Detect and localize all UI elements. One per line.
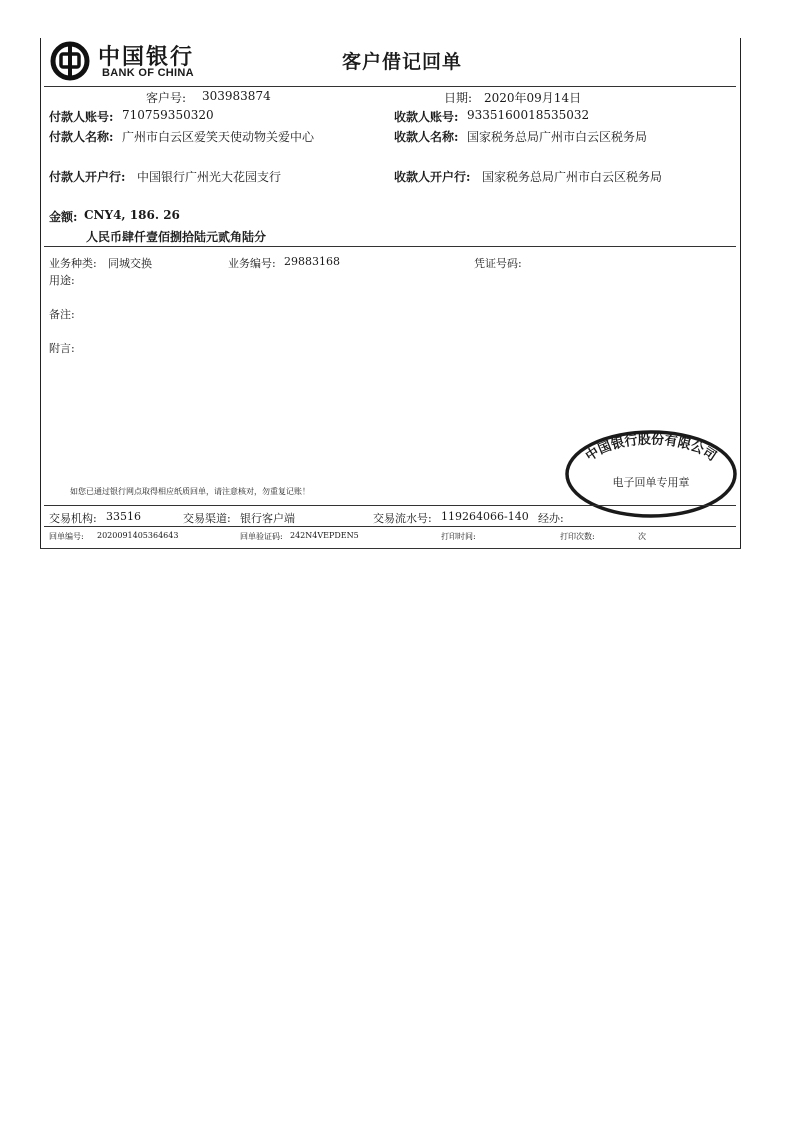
payer-bank-label: 付款人开户行: [49, 170, 126, 184]
amount-value: CNY4, 186. 26 [84, 208, 180, 222]
payee-name-label: 收款人名称: [394, 130, 459, 144]
payee-name-value: 国家税务总局广州市白云区税务局 [467, 130, 648, 144]
payee-bank-value: 国家税务总局广州市白云区税务局 [482, 170, 663, 184]
bank-name-en: BANK OF CHINA [102, 67, 194, 79]
serial-value: 119264066-140 [441, 510, 529, 523]
voucher-no-label: 凭证号码: [474, 257, 522, 270]
amount-in-words: 人民币肆仟壹佰捌拾陆元贰角陆分 [86, 230, 267, 244]
institution-value: 33516 [106, 510, 141, 523]
institution-label: 交易机构: [49, 512, 97, 525]
footer-bottom-divider [44, 526, 736, 527]
amount-divider [44, 246, 736, 247]
payee-account-value: 9335160018535032 [467, 108, 590, 122]
footer-top-divider [44, 505, 736, 506]
bank-of-china-logo-icon [50, 41, 90, 81]
handler-label: 经办: [538, 512, 564, 525]
business-type-value: 同城交换 [108, 257, 152, 270]
payer-account-value: 710759350320 [122, 108, 214, 122]
receipt-no-label: 回单编号: [49, 532, 84, 541]
date-value: 2020年09月14日 [484, 91, 582, 105]
frame-bottom-border [40, 548, 741, 549]
business-type-label: 业务种类: [49, 257, 97, 270]
payee-bank-label: 收款人开户行: [394, 170, 471, 184]
channel-value: 银行客户端 [240, 512, 295, 525]
frame-left-border [40, 38, 41, 549]
customer-no-label: 客户号: [146, 91, 187, 105]
payee-account-label: 收款人账号: [394, 110, 459, 124]
frame-right-border [740, 38, 741, 549]
stamp-ring-text: 中国银行股份有限公司 [583, 432, 719, 465]
stamp-center-text: 电子回单专用章 [612, 476, 690, 489]
postscript-label: 附言: [49, 342, 75, 355]
payer-name-value: 广州市白云区爱笑天使动物关爱中心 [122, 130, 315, 144]
serial-label: 交易流水号: [373, 512, 432, 525]
notice-text: 如您已通过银行网点取得相应纸质回单，请注意核对，勿重复记账！ [70, 487, 310, 496]
verify-code-label: 回单验证码: [240, 532, 283, 541]
amount-label: 金额: [49, 210, 78, 224]
print-count-unit: 次 [638, 532, 646, 541]
purpose-label: 用途: [49, 274, 75, 287]
print-count-label: 打印次数: [560, 532, 595, 541]
header-divider [44, 86, 736, 87]
customer-no-value: 303983874 [202, 89, 271, 103]
business-no-label: 业务编号: [228, 257, 276, 270]
payer-account-label: 付款人账号: [49, 110, 114, 124]
date-label: 日期: [444, 91, 473, 105]
document-title: 客户借记回单 [342, 51, 463, 73]
receipt-no-value: 2020091405364643 [97, 531, 179, 540]
remark-label: 备注: [49, 308, 75, 321]
business-no-value: 29883168 [284, 255, 340, 268]
bank-logo [50, 40, 210, 82]
verify-code-value: 242N4VEPDEN5 [290, 531, 359, 540]
print-time-label: 打印时间: [441, 532, 476, 541]
payer-name-label: 付款人名称: [49, 130, 114, 144]
bank-name-cn: 中国银行 [98, 44, 195, 70]
payer-bank-value: 中国银行广州光大花园支行 [137, 170, 282, 184]
channel-label: 交易渠道: [183, 512, 231, 525]
